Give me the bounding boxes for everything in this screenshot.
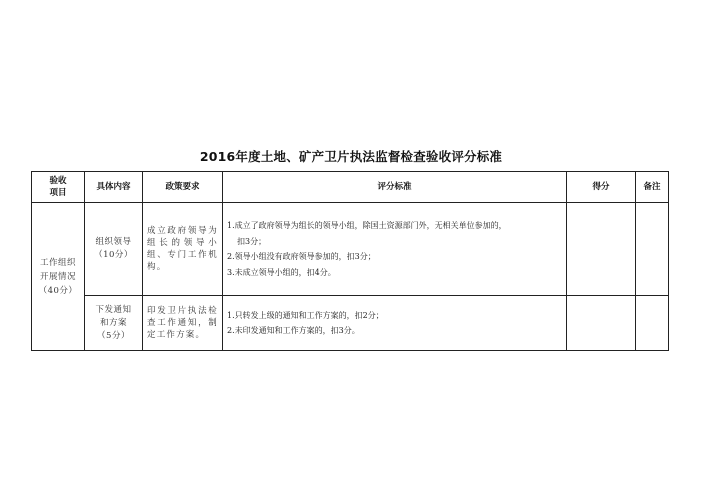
row-content xyxy=(85,203,143,296)
row-content-line2: （10分） xyxy=(94,250,133,260)
row-criteria xyxy=(223,203,567,296)
row-requirement: 成立政府领导为组长的领导小组、专门工作机构。 xyxy=(143,203,223,296)
criteria-line: 2.领导小组没有政府领导参加的，扣3分； xyxy=(227,252,376,261)
row-content xyxy=(85,296,143,351)
group-acceptance-item xyxy=(32,203,85,351)
row-remarks-cell[interactable] xyxy=(636,203,669,296)
criteria-line: 3.未成立领导小组的，扣4分。 xyxy=(227,267,336,277)
header-acceptance-item-line1: 验收 xyxy=(49,176,67,186)
document-title: 2016年度土地、矿产卫片执法监督检查验收评分标准 xyxy=(199,149,503,164)
row-content-line1: 组织领导 xyxy=(95,237,132,247)
table-row xyxy=(32,203,669,296)
table-row xyxy=(32,296,669,351)
header-remarks: 备注 xyxy=(636,172,669,203)
header-specific-content: 具体内容 xyxy=(85,172,143,203)
criteria-line: 2.未印发通知和工作方案的，扣3分。 xyxy=(227,326,360,335)
row-content-line2: 和方案 xyxy=(99,317,127,328)
header-score: 得分 xyxy=(567,172,636,203)
criteria-line: 扣3分； xyxy=(237,236,267,246)
scoring-table xyxy=(31,171,669,351)
table-header-row xyxy=(32,172,669,203)
row-requirement: 印发卫片执法检查工作通知，制定工作方案。 xyxy=(143,296,223,351)
group-item-line2: 开展情况 xyxy=(39,271,76,282)
row-remarks-cell[interactable] xyxy=(636,296,669,351)
criteria-line: 1.成立了政府领导为组长的领导小组，除国土资源部门外，无相关单位参加的， xyxy=(227,221,507,230)
row-content-line3: （5分） xyxy=(97,330,130,341)
header-policy-requirement: 政策要求 xyxy=(143,172,223,203)
group-item-line1: 工作组织 xyxy=(39,257,76,268)
row-score-cell[interactable] xyxy=(567,203,636,296)
header-acceptance-item-line2: 项目 xyxy=(49,188,67,198)
row-criteria xyxy=(223,296,567,351)
header-scoring-criteria: 评分标准 xyxy=(223,172,567,203)
group-item-line3: （40分） xyxy=(38,285,78,296)
header-acceptance-item xyxy=(32,172,85,203)
row-content-line1: 下发通知 xyxy=(95,304,132,315)
criteria-line: 1.只转发上级的通知和工作方案的，扣2分； xyxy=(227,310,384,320)
row-score-cell[interactable] xyxy=(567,296,636,351)
